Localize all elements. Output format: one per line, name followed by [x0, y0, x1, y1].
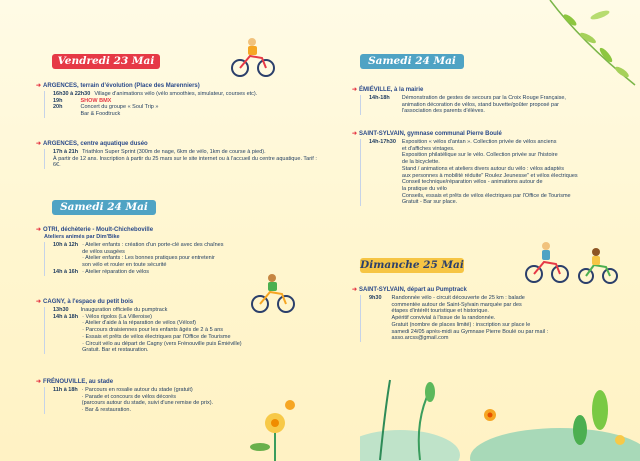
- location-heading: [36, 82, 336, 90]
- schedule-list: [44, 242, 336, 276]
- time: 10h à 12h: [53, 242, 79, 248]
- description: Concert du groupe « Soul Trip » Bar & Foodtruck: [80, 104, 159, 118]
- schedule-row: [53, 104, 336, 117]
- location-heading: [352, 286, 637, 294]
- section-cagny: [36, 298, 336, 354]
- location-title: SAINT-SYLVAIN, départ au Pumptrack: [359, 287, 467, 293]
- schedule-row: [53, 156, 336, 169]
- description: À partir de 12 ans. Inscription à partir du 25 mars sur le site internet ou à l'accueil du centre aquatique. Tarif : 6€.: [53, 155, 317, 169]
- section-emieville: [352, 86, 637, 115]
- description: Exposition « vélos d'antan ». Collection privée de vélos anciens et d'affiches vintages. Exposition philatélique sur le vélo. Collection privée sur l'histoire de la bicyclette. Stand / animations et ateliers divers autour du vélo : vélos adaptés aux personnes à mobilité réduite" Roulez Jeunesse" et vélos électriques Conseil technique/réparation vélos - animations autour de la pratique du vélo Conseils, essais et prêts de vélos électriques par l'Office de Tourisme Gratuit - Bar sur place.: [401, 139, 578, 206]
- day-banner-dimanche: Dimanche 25 Mai: [360, 259, 464, 271]
- description: Inauguration officielle du pumptrack: [80, 307, 168, 313]
- arrow-right-icon: ➜: [36, 379, 42, 385]
- section-pumptrack: [352, 286, 637, 342]
- schedule-row: [53, 314, 336, 354]
- arrow-right-icon: ➜: [36, 299, 42, 305]
- time: 17h à 21h: [53, 149, 79, 155]
- description: Démonstration de gestes de secours par la Croix Rouge Française, animation décoration de vélos, stand buvette/goûter proposé par l'association des parents d'élèves.: [401, 95, 566, 115]
- description: Randonnée vélo - circuit découverte de 25 km : balade commentée autour de Saint-Sylvain marquée par des étapes d'intérêt touristique et historique. Apéritif convivial à l'issue de la randonnée. Gratuit (nombre de places limité) : inscription sur place le samedi 24/05 après-midi au Gymnase Pierre Boulé ou par mail : asso.arcss@gmail.com: [391, 295, 549, 342]
- day-banner-vendredi: Vendredi 23 Mai: [52, 54, 160, 69]
- arrow-right-icon: ➜: [36, 141, 42, 147]
- location-heading: [352, 130, 637, 138]
- schedule-list: [360, 139, 637, 206]
- cyclist-icon: [228, 36, 278, 78]
- time: 20h: [53, 104, 63, 111]
- day-banner-samedi-left: Samedi 24 Mai: [52, 200, 156, 215]
- location-title: CAGNY, à l'espace du petit bois: [43, 299, 134, 305]
- schedule-list: [360, 95, 637, 115]
- schedule-list: [44, 307, 336, 354]
- arrow-right-icon: ➜: [352, 287, 358, 293]
- time: 14h-17h30: [369, 139, 396, 145]
- time: 14h-18h: [369, 95, 390, 101]
- location-title: OTRI, déchèterie - Moult-Chicheboville: [43, 227, 154, 233]
- decor-leaves-top-right: [540, 0, 640, 90]
- section-argences: [36, 82, 336, 118]
- schedule-list: [44, 149, 336, 169]
- time: 14h à 16h: [53, 268, 79, 275]
- schedule-row: [53, 91, 336, 98]
- location-heading: [36, 298, 336, 306]
- description: Village d'animations vélo (vélo smoothies, simulateur, courses etc).: [94, 91, 258, 97]
- location-title: FRÉNOUVILLE, au stade: [43, 379, 114, 385]
- arrow-right-icon: ➜: [36, 83, 42, 89]
- description: · Parcours en rosalie autour du stade (gratuit) · Parade et concours de vélos décorés (parcours autour du stade, suivi d'une remise de prix). · Bar & restauration.: [81, 387, 214, 414]
- arrow-right-icon: ➜: [36, 227, 42, 233]
- time: 16h30 à 22h30: [53, 91, 91, 97]
- description: SHOW BMX: [80, 97, 112, 104]
- cyclists-group-icon: [520, 236, 630, 286]
- location-heading: [36, 226, 336, 234]
- time: 19h: [53, 97, 63, 104]
- schedule-row: [369, 295, 637, 342]
- location-heading: [36, 140, 336, 148]
- section-frenouville: [36, 378, 336, 414]
- location-heading: [36, 378, 336, 386]
- schedule-row: [369, 139, 637, 206]
- location-heading: [352, 86, 637, 94]
- schedule-row: [53, 307, 336, 314]
- day-banner-samedi-right: Samedi 24 Mai: [360, 54, 464, 69]
- schedule-list: [360, 295, 637, 342]
- location-title: ÉMIÉVILLE, à la mairie: [359, 87, 424, 93]
- location-title: ARGENCES, centre aquatique duséo: [43, 141, 148, 147]
- schedule-row: [53, 149, 336, 156]
- decor-leaves-bottom: [360, 370, 640, 461]
- description: Triathlon Super Sprint (300m de nage, 6km de vélo, 1km de course à pied).: [82, 149, 266, 155]
- section-otri: [36, 226, 336, 276]
- schedule-row: [53, 387, 336, 414]
- time: 11h à 18h: [53, 387, 78, 393]
- time: 9h30: [369, 295, 382, 301]
- section-aquatique: [36, 140, 336, 169]
- schedule-row: [369, 95, 637, 115]
- description: · Atelier réparation de vélos: [82, 268, 150, 275]
- schedule-row: [53, 242, 336, 269]
- time: 13h30: [53, 307, 69, 313]
- time: 14h à 18h: [53, 313, 79, 320]
- description: · Vélos rigolos (La Villeroise) · Atelier d'aide à la réparation de vélos (Vélosf) · Parcours draisiennes pour les enfants âgés de 2 à 5 ans · Essais et prêts de vélos électriques par l'Office de Tourisme · Circuit vélo au départ de Cagny (vers Frénouville puis Émiéville) Gratuit. Bar et restauration.: [82, 313, 242, 354]
- arrow-right-icon: ➜: [352, 87, 358, 93]
- location-title: ARGENCES, terrain d’évolution (Place des Marenniers): [43, 83, 200, 89]
- arrow-right-icon: ➜: [352, 131, 358, 137]
- location-subtitle: Ateliers animés par Dim'Bike: [44, 234, 120, 240]
- schedule-list: [44, 91, 336, 118]
- schedule-row: [53, 98, 336, 105]
- location-title: SAINT-SYLVAIN, gymnase communal Pierre Boulé: [359, 131, 502, 137]
- description: · Atelier enfants : création d'un porte-clé avec des chaînes de vélos usagées · Atelier enfants : Les bonnes pratiques pour entretenir son vélo et rouler en toute sécurité: [82, 242, 224, 269]
- section-saint-sylvain: [352, 130, 637, 206]
- schedule-list: [44, 387, 336, 414]
